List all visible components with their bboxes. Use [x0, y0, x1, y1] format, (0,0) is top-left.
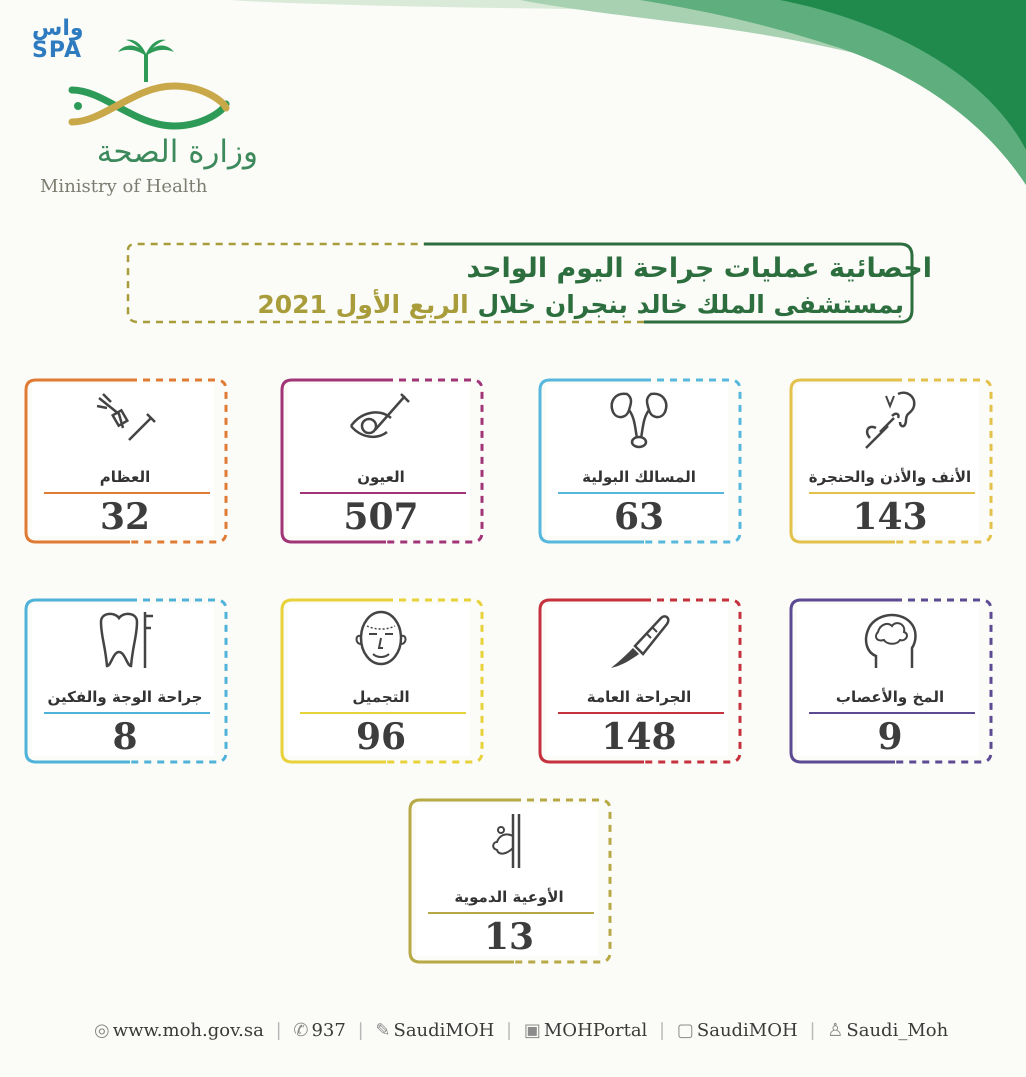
card-value: 8 — [112, 716, 138, 758]
divider: | — [275, 1020, 282, 1041]
card-value: 148 — [601, 716, 677, 758]
card-value: 32 — [99, 496, 151, 538]
card-urology — [534, 376, 744, 546]
card-rule — [44, 492, 210, 494]
card-rule — [809, 492, 975, 494]
spa-logo-latin: SPA — [32, 38, 82, 63]
footer-website[interactable] — [94, 1020, 264, 1041]
youtube-icon: ▣ — [523, 1020, 541, 1041]
card-neurology — [785, 596, 995, 766]
scalpel-icon — [603, 608, 675, 672]
snapchat-text: Saudi_Moh — [846, 1020, 949, 1041]
moh-emblem-icon — [64, 80, 234, 132]
card-name: الأنف والأذن والحنجرة — [808, 468, 972, 486]
vessel-icon — [473, 808, 545, 872]
card-vascular — [404, 796, 614, 966]
bone-icon — [89, 388, 161, 452]
card-name: المسالك البولية — [582, 468, 696, 486]
card-general-surgery — [534, 596, 744, 766]
twitter-text: SaudiMOH — [393, 1020, 495, 1041]
card-rule — [300, 712, 466, 714]
website-text: www.moh.gov.sa — [112, 1020, 264, 1041]
instagram-icon: ▢ — [676, 1020, 694, 1041]
footer-contacts — [94, 1020, 954, 1041]
ministry-name-arabic: وزارة الصحة — [96, 134, 258, 170]
card-name: الأوعية الدموية — [454, 888, 564, 906]
card-rule — [300, 492, 466, 494]
phone-text: 937 — [311, 1020, 346, 1041]
snapchat-icon: ♙ — [827, 1020, 844, 1041]
footer-twitter[interactable] — [375, 1020, 494, 1041]
card-eyes — [276, 376, 486, 546]
title-line-1: احصائية عمليات جراحة اليوم الواحد — [466, 253, 932, 284]
tooth-icon — [89, 608, 161, 672]
card-value: 13 — [483, 916, 535, 958]
card-orthopedics — [20, 376, 230, 546]
card-value: 507 — [343, 496, 419, 538]
card-name: الجراحة العامة — [586, 688, 692, 706]
phone-icon: ✆ — [293, 1020, 309, 1041]
ministry-name-english: Ministry of Health — [40, 176, 208, 197]
card-name: المخ والأعصاب — [835, 688, 945, 706]
globe-icon: ◎ — [94, 1020, 110, 1041]
title-line-2-main: بمستشفى الملك خالد بنجران خلال — [477, 290, 904, 319]
instagram-text: SaudiMOH — [696, 1020, 798, 1041]
face-icon — [345, 608, 417, 672]
footer-phone[interactable] — [293, 1020, 345, 1041]
card-ent — [785, 376, 995, 546]
card-rule — [809, 712, 975, 714]
spa-logo — [32, 18, 84, 62]
card-maxillofacial — [20, 596, 230, 766]
card-value: 63 — [613, 496, 665, 538]
footer-youtube[interactable] — [524, 1020, 647, 1041]
twitter-icon: ✎ — [375, 1020, 391, 1041]
card-rule — [428, 912, 594, 914]
footer-instagram[interactable] — [677, 1020, 798, 1041]
ent-icon — [854, 388, 926, 452]
card-value: 9 — [877, 716, 903, 758]
card-cosmetic — [276, 596, 486, 766]
divider: | — [659, 1020, 666, 1041]
title-line-2 — [257, 290, 904, 319]
divider: | — [506, 1020, 513, 1041]
card-rule — [44, 712, 210, 714]
card-rule — [558, 492, 724, 494]
card-name: العظام — [99, 468, 151, 486]
footer-snapchat[interactable] — [827, 1020, 948, 1041]
title-line-2-highlight: الربع الأول 2021 — [257, 290, 469, 319]
card-name: التجميل — [352, 688, 410, 706]
divider: | — [809, 1020, 816, 1041]
card-value: 143 — [852, 496, 928, 538]
card-rule — [558, 712, 724, 714]
palm-tree-icon — [116, 38, 176, 82]
divider: | — [357, 1020, 364, 1041]
youtube-text: MOHPortal — [543, 1020, 648, 1041]
card-name: العيون — [357, 468, 405, 486]
spa-logo-arabic: واس — [32, 16, 84, 41]
kidneys-icon — [603, 388, 675, 452]
card-name: جراحة الوجة والفكين — [47, 688, 203, 706]
card-value: 96 — [355, 716, 407, 758]
eye-surgery-icon — [345, 388, 417, 452]
brain-head-icon — [854, 608, 926, 672]
